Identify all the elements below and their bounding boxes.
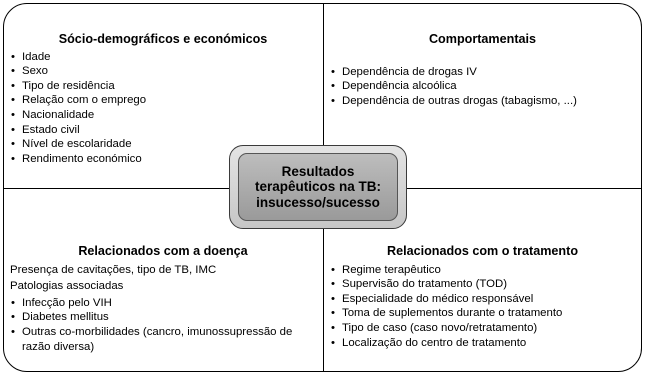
central-outcome-box [229,145,407,229]
list-item: • Supervisão do tratamento (TOD) [330,277,635,292]
list-item: • Dependência de drogas IV [330,65,635,80]
list-item: • Regime terapêutico [330,263,635,278]
central-outcome-label [238,153,398,221]
list-item: • Outras co-morbilidades (cancro, imunossupressão de razão diversa) [10,325,316,354]
associated-pathologies-label: Patologias associadas [10,280,124,293]
list-item: • Estado civil [10,123,316,138]
center-line-2: terapêuticos na TB: [254,179,382,195]
quadrant-treatment [330,244,635,350]
list-item: • Especialidade do médico responsável [330,292,635,307]
factor-list [10,296,316,354]
center-line-3: insucesso/sucesso [256,194,380,210]
list-item: • Rendimento económico [10,152,316,167]
list-item: • Dependência alcoólica [330,79,635,94]
list-item: • Diabetes mellitus [10,310,316,325]
list-item: • Idade [10,50,316,65]
factor-list [330,263,635,351]
quadrant-title: Relacionados com a doença [78,244,248,258]
list-item: • Sexo [10,64,316,79]
list-item: • Tipo de residência [10,79,316,94]
list-item: • Dependência de outras drogas (tabagismo, ...) [330,94,635,109]
list-item: • Localização do centro de tratamento [330,336,635,351]
list-item: • Tipo de caso (caso novo/retratamento) [330,321,635,336]
quadrant-title: Sócio-demográficos e económicos [58,32,268,46]
quadrant-behavioral [330,32,635,108]
quadrant-title: Comportamentais [428,32,537,46]
list-item: • Relação com o emprego [10,93,316,108]
quadrant-disease [10,244,316,354]
list-item: • Nacionalidade [10,108,316,123]
center-line-1: Resultados [281,163,355,179]
factor-list [330,65,635,109]
disease-features: Presença de cavitações, tipo de TB, IMC [10,263,217,276]
list-item: • Nível de escolaridade [10,137,316,152]
list-item: • Toma de suplementos durante o tratamento [330,306,635,321]
list-item: • Infecção pelo VIH [10,296,316,311]
quadrant-title: Relacionados com o tratamento [386,244,579,258]
